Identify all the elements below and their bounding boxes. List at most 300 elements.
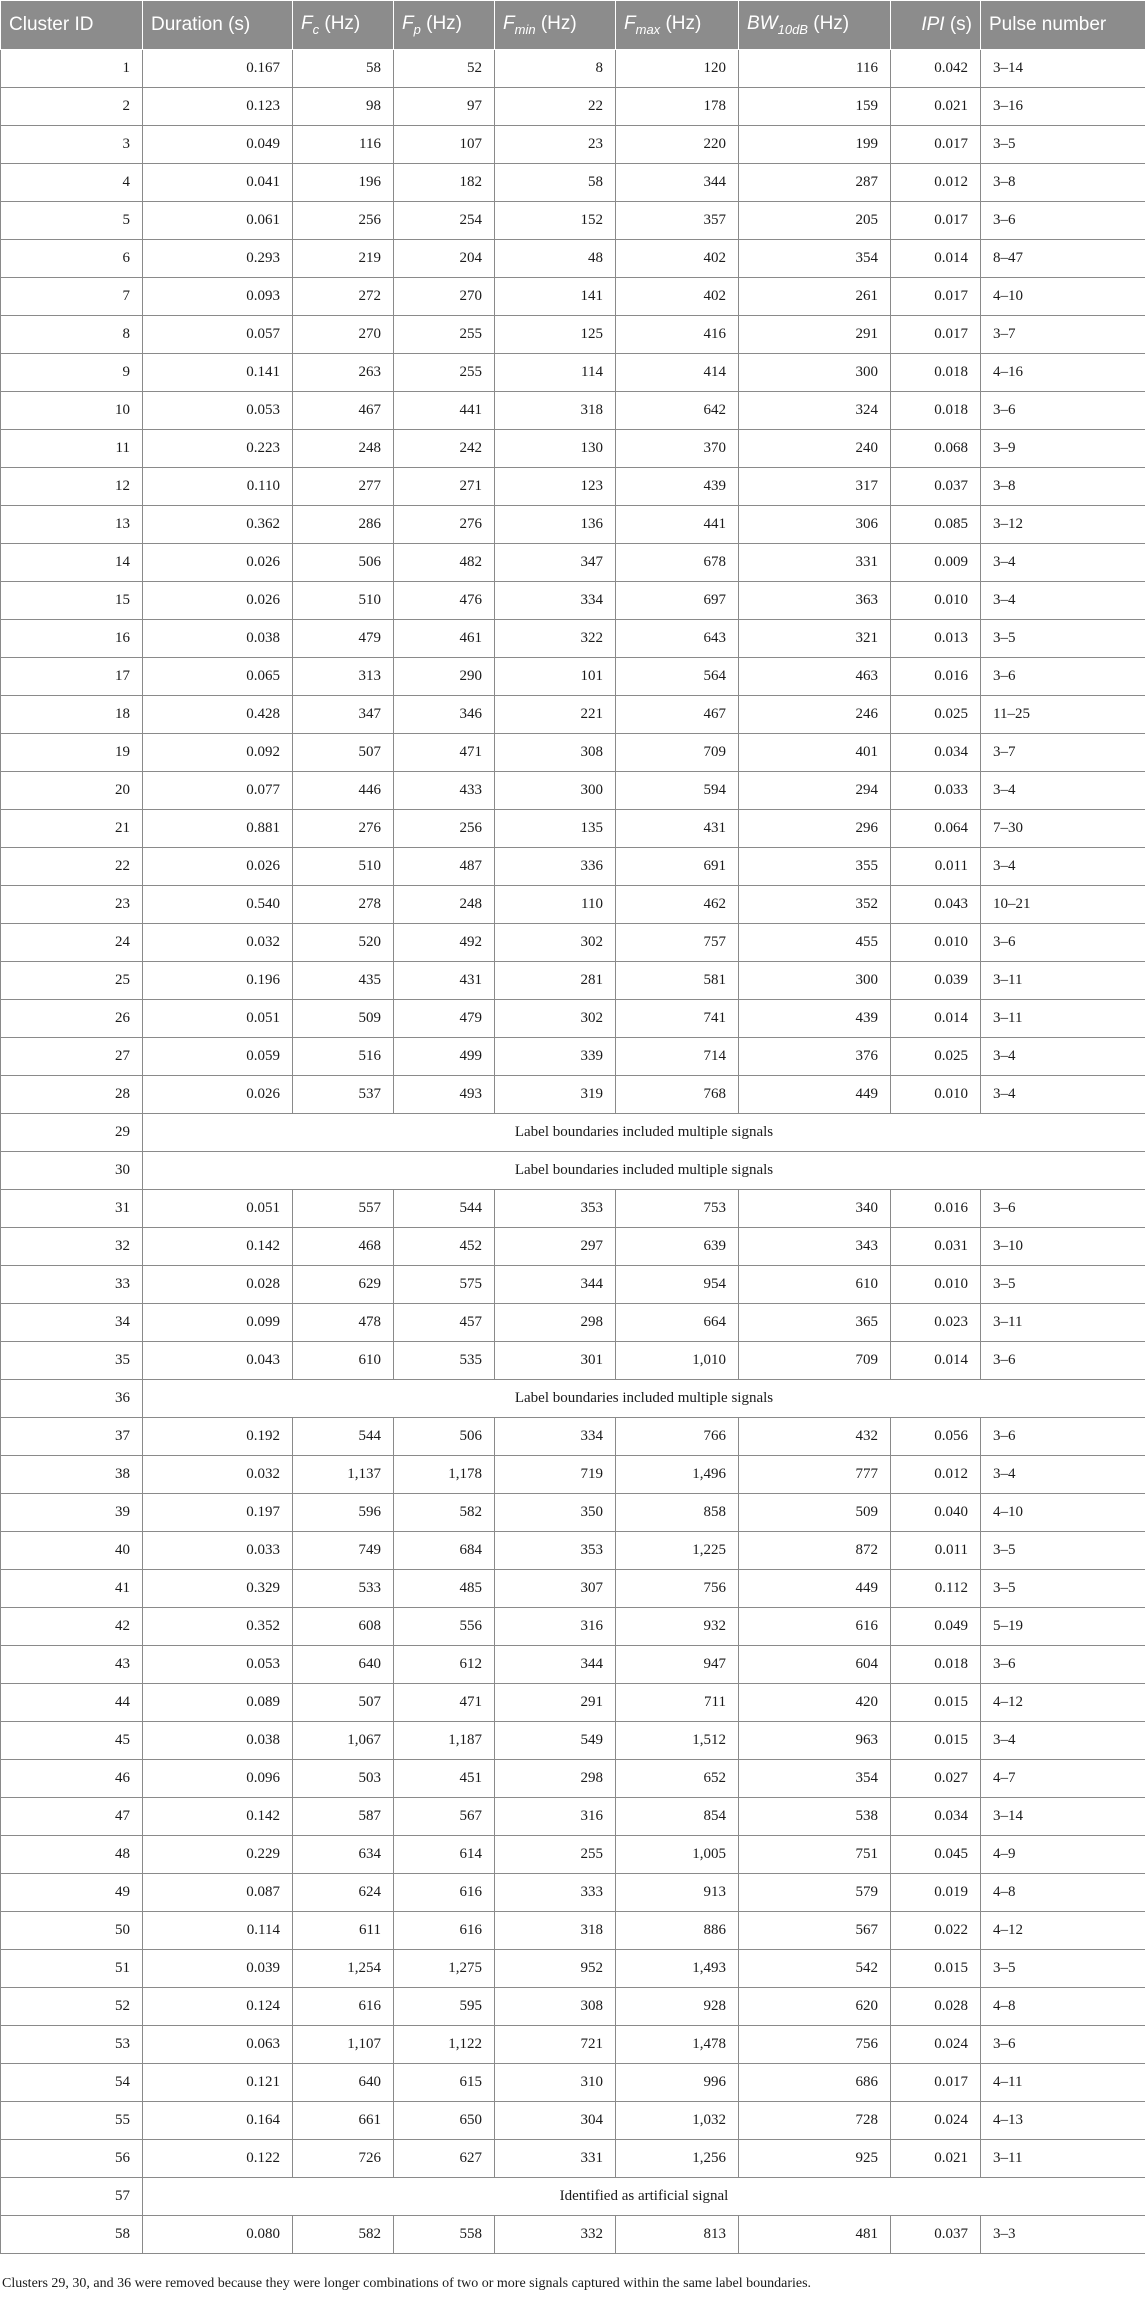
- cell-bw10db: 777: [739, 1456, 891, 1494]
- cell-fmin: 297: [495, 1228, 616, 1266]
- table-row: [1, 1608, 1145, 1646]
- cell-fc: 479: [293, 620, 394, 658]
- cell-duration: 0.065: [143, 658, 293, 696]
- cell-fc: 507: [293, 734, 394, 772]
- cell-pulse-number: 4–16: [981, 354, 1145, 392]
- cell-fmin: 347: [495, 544, 616, 582]
- cell-fmin: 719: [495, 1456, 616, 1494]
- cell-fc: 1,067: [293, 1722, 394, 1760]
- cell-fp: 451: [394, 1760, 495, 1798]
- table-row: [1, 772, 1145, 810]
- cell-fc: 98: [293, 88, 394, 126]
- cell-pulse-number: 3–8: [981, 164, 1145, 202]
- cell-cluster-id: 9: [1, 354, 143, 392]
- header-fmin: [495, 1, 616, 50]
- cell-fmin: 48: [495, 240, 616, 278]
- cell-cluster-id: 38: [1, 1456, 143, 1494]
- cell-cluster-id: 28: [1, 1076, 143, 1114]
- cell-duration: 0.053: [143, 1646, 293, 1684]
- cell-duration: 0.096: [143, 1760, 293, 1798]
- cell-fc: 1,107: [293, 2026, 394, 2064]
- cell-fmin: 307: [495, 1570, 616, 1608]
- cell-fc: 256: [293, 202, 394, 240]
- cell-ipi: 0.021: [891, 88, 981, 126]
- table-row: [1, 354, 1145, 392]
- cell-fmax: 886: [616, 1912, 739, 1950]
- table-row: [1, 1684, 1145, 1722]
- cell-cluster-id: 24: [1, 924, 143, 962]
- cell-fc: 616: [293, 1988, 394, 2026]
- cell-fp: 487: [394, 848, 495, 886]
- cell-bw10db: 324: [739, 392, 891, 430]
- cell-fmax: 643: [616, 620, 739, 658]
- cell-bw10db: 751: [739, 1836, 891, 1874]
- cell-fc: 608: [293, 1608, 394, 1646]
- cell-bw10db: 306: [739, 506, 891, 544]
- cell-duration: 0.114: [143, 1912, 293, 1950]
- cell-ipi: 0.014: [891, 1342, 981, 1380]
- cell-fmin: 334: [495, 1418, 616, 1456]
- cell-fp: 431: [394, 962, 495, 1000]
- cell-cluster-id: 40: [1, 1532, 143, 1570]
- cell-fmin: 298: [495, 1304, 616, 1342]
- cell-cluster-id: 14: [1, 544, 143, 582]
- cell-cluster-id: 2: [1, 88, 143, 126]
- cell-duration: 0.051: [143, 1000, 293, 1038]
- cell-ipi: 0.021: [891, 2140, 981, 2178]
- cell-ipi: 0.018: [891, 354, 981, 392]
- cell-ipi: 0.033: [891, 772, 981, 810]
- cell-fp: 556: [394, 1608, 495, 1646]
- table-row: [1, 1912, 1145, 1950]
- cell-bw10db: 604: [739, 1646, 891, 1684]
- table-row: [1, 1570, 1145, 1608]
- cell-fc: 467: [293, 392, 394, 430]
- table-row: [1, 1988, 1145, 2026]
- cell-duration: 0.041: [143, 164, 293, 202]
- cell-pulse-number: 3–14: [981, 50, 1145, 88]
- cell-duration: 0.063: [143, 2026, 293, 2064]
- header-symbol: F: [624, 13, 636, 35]
- cell-fmin: 336: [495, 848, 616, 886]
- header-fc: [293, 1, 394, 50]
- table-row: [1, 2102, 1145, 2140]
- header-duration: Duration (s): [143, 1, 293, 50]
- table-row: [1, 1228, 1145, 1266]
- cell-fc: 248: [293, 430, 394, 468]
- cell-fp: 1,187: [394, 1722, 495, 1760]
- table-row: [1, 202, 1145, 240]
- cell-pulse-number: 4–10: [981, 278, 1145, 316]
- cell-fmax: 357: [616, 202, 739, 240]
- cell-fmax: 1,512: [616, 1722, 739, 1760]
- cell-fc: 116: [293, 126, 394, 164]
- table-row: [1, 468, 1145, 506]
- cell-fp: 492: [394, 924, 495, 962]
- cell-fmax: 1,032: [616, 2102, 739, 2140]
- cell-pulse-number: 3–5: [981, 620, 1145, 658]
- header-unit: (Hz): [420, 13, 462, 35]
- cell-fmin: 333: [495, 1874, 616, 1912]
- cell-fmax: 431: [616, 810, 739, 848]
- cell-fc: 468: [293, 1228, 394, 1266]
- cell-fmax: 913: [616, 1874, 739, 1912]
- table-row: [1, 1494, 1145, 1532]
- cell-cluster-id: 42: [1, 1608, 143, 1646]
- cell-fc: 587: [293, 1798, 394, 1836]
- cell-fmin: 952: [495, 1950, 616, 1988]
- cell-cluster-id: 48: [1, 1836, 143, 1874]
- table-row: [1, 430, 1145, 468]
- cell-fmax: 766: [616, 1418, 739, 1456]
- cell-pulse-number: 3–5: [981, 1532, 1145, 1570]
- cell-fp: 627: [394, 2140, 495, 2178]
- header-unit: (Hz): [319, 13, 361, 35]
- cell-pulse-number: 3–6: [981, 202, 1145, 240]
- header-cluster-id: Cluster ID: [1, 1, 143, 50]
- cell-bw10db: 925: [739, 2140, 891, 2178]
- cell-fmax: 439: [616, 468, 739, 506]
- table-row: [1, 2026, 1145, 2064]
- cell-bw10db: 620: [739, 1988, 891, 2026]
- cell-bw10db: 354: [739, 1760, 891, 1798]
- cell-fc: 726: [293, 2140, 394, 2178]
- cell-duration: 0.092: [143, 734, 293, 772]
- cell-duration: 0.087: [143, 1874, 293, 1912]
- table-row: [1, 1114, 1145, 1152]
- header-unit: (s): [944, 14, 972, 35]
- cell-fmin: 339: [495, 1038, 616, 1076]
- table-row: [1, 1646, 1145, 1684]
- cell-fp: 433: [394, 772, 495, 810]
- cell-pulse-number: 3–6: [981, 2026, 1145, 2064]
- cell-cluster-id: 19: [1, 734, 143, 772]
- cell-fc: 478: [293, 1304, 394, 1342]
- cell-pulse-number: 3–10: [981, 1228, 1145, 1266]
- cell-fp: 457: [394, 1304, 495, 1342]
- cell-ipi: 0.042: [891, 50, 981, 88]
- table-row: [1, 1380, 1145, 1418]
- cell-fc: 286: [293, 506, 394, 544]
- cell-cluster-id: 22: [1, 848, 143, 886]
- cell-pulse-number: 3–3: [981, 2216, 1145, 2254]
- cell-cluster-id: 15: [1, 582, 143, 620]
- cell-fmin: 350: [495, 1494, 616, 1532]
- cell-fc: 629: [293, 1266, 394, 1304]
- cell-ipi: 0.015: [891, 1722, 981, 1760]
- cell-fmin: 316: [495, 1798, 616, 1836]
- cell-cluster-id: 45: [1, 1722, 143, 1760]
- cell-fp: 255: [394, 316, 495, 354]
- cell-duration: 0.352: [143, 1608, 293, 1646]
- cell-duration: 0.089: [143, 1684, 293, 1722]
- cell-pulse-number: 3–4: [981, 772, 1145, 810]
- table-row: [1, 88, 1145, 126]
- cell-cluster-id: 36: [1, 1380, 143, 1418]
- cell-fmin: 353: [495, 1532, 616, 1570]
- cell-duration: 0.053: [143, 392, 293, 430]
- table-row: [1, 544, 1145, 582]
- cell-fmax: 954: [616, 1266, 739, 1304]
- cell-fmin: 310: [495, 2064, 616, 2102]
- cell-fmax: 594: [616, 772, 739, 810]
- cell-fmax: 711: [616, 1684, 739, 1722]
- table-row: [1, 1798, 1145, 1836]
- cell-fmax: 414: [616, 354, 739, 392]
- cell-fc: 624: [293, 1874, 394, 1912]
- cell-cluster-id: 25: [1, 962, 143, 1000]
- cell-duration: 0.122: [143, 2140, 293, 2178]
- cell-duration: 0.039: [143, 1950, 293, 1988]
- cell-fp: 182: [394, 164, 495, 202]
- cell-cluster-id: 11: [1, 430, 143, 468]
- table-row: [1, 2216, 1145, 2254]
- cell-ipi: 0.013: [891, 620, 981, 658]
- cell-fmin: 8: [495, 50, 616, 88]
- cell-bw10db: 321: [739, 620, 891, 658]
- cell-fp: 1,275: [394, 1950, 495, 1988]
- header-unit: (Hz): [807, 13, 850, 35]
- cell-fc: 219: [293, 240, 394, 278]
- cell-bw10db: 296: [739, 810, 891, 848]
- cell-ipi: 0.011: [891, 1532, 981, 1570]
- cell-fc: 582: [293, 2216, 394, 2254]
- table-row: [1, 1456, 1145, 1494]
- cell-fmax: 691: [616, 848, 739, 886]
- cell-fc: 610: [293, 1342, 394, 1380]
- cell-ipi: 0.014: [891, 240, 981, 278]
- header-fmax: [616, 1, 739, 50]
- cell-ipi: 0.024: [891, 2102, 981, 2140]
- cell-fmax: 664: [616, 1304, 739, 1342]
- cell-ipi: 0.010: [891, 1076, 981, 1114]
- cell-fmin: 318: [495, 392, 616, 430]
- cell-pulse-number: 3–4: [981, 582, 1145, 620]
- table-row: [1, 734, 1145, 772]
- cell-ipi: 0.012: [891, 164, 981, 202]
- cell-bw10db: 300: [739, 354, 891, 392]
- cell-fp: 558: [394, 2216, 495, 2254]
- cell-duration: 0.123: [143, 88, 293, 126]
- cell-duration: 0.077: [143, 772, 293, 810]
- cell-cluster-id: 13: [1, 506, 143, 544]
- cell-bw10db: 728: [739, 2102, 891, 2140]
- table-row: [1, 164, 1145, 202]
- cell-fmin: 136: [495, 506, 616, 544]
- cell-pulse-number: 4–12: [981, 1684, 1145, 1722]
- cell-ipi: 0.015: [891, 1684, 981, 1722]
- cell-fc: 1,254: [293, 1950, 394, 1988]
- cell-pulse-number: 3–8: [981, 468, 1145, 506]
- cell-fmax: 220: [616, 126, 739, 164]
- cell-duration: 0.032: [143, 1456, 293, 1494]
- cell-fp: 615: [394, 2064, 495, 2102]
- header-ipi: [891, 1, 981, 50]
- cell-duration: 0.142: [143, 1798, 293, 1836]
- cell-fp: 612: [394, 1646, 495, 1684]
- cell-pulse-number: 3–7: [981, 316, 1145, 354]
- cell-cluster-id: 35: [1, 1342, 143, 1380]
- cell-ipi: 0.040: [891, 1494, 981, 1532]
- header-pulse-number: Pulse number: [981, 1, 1145, 50]
- cell-cluster-id: 51: [1, 1950, 143, 1988]
- cell-pulse-number: 3–4: [981, 1076, 1145, 1114]
- table-row: [1, 1836, 1145, 1874]
- cell-pulse-number: 5–19: [981, 1608, 1145, 1646]
- cell-duration: 0.167: [143, 50, 293, 88]
- cell-cluster-id: 20: [1, 772, 143, 810]
- cell-fp: 567: [394, 1798, 495, 1836]
- cell-cluster-id: 53: [1, 2026, 143, 2064]
- header-subscript: c: [312, 21, 320, 37]
- table-row: [1, 658, 1145, 696]
- cell-cluster-id: 39: [1, 1494, 143, 1532]
- cell-fp: 471: [394, 1684, 495, 1722]
- cell-pulse-number: 3–4: [981, 544, 1145, 582]
- table-row: [1, 126, 1145, 164]
- cell-cluster-id: 17: [1, 658, 143, 696]
- cell-fp: 461: [394, 620, 495, 658]
- cell-fp: 616: [394, 1912, 495, 1950]
- cell-fmin: 334: [495, 582, 616, 620]
- header-subscript: max: [635, 21, 661, 37]
- cell-cluster-id: 52: [1, 1988, 143, 2026]
- cell-ipi: 0.010: [891, 924, 981, 962]
- table-row: [1, 1874, 1145, 1912]
- cell-fmin: 130: [495, 430, 616, 468]
- cell-fp: 290: [394, 658, 495, 696]
- table-row: [1, 1190, 1145, 1228]
- table-row: [1, 2140, 1145, 2178]
- cell-fmax: 1,225: [616, 1532, 739, 1570]
- cell-pulse-number: 3–16: [981, 88, 1145, 126]
- table-body: [1, 50, 1145, 2254]
- cell-fmin: 353: [495, 1190, 616, 1228]
- cell-duration: 0.099: [143, 1304, 293, 1342]
- cell-fp: 493: [394, 1076, 495, 1114]
- cell-fmin: 344: [495, 1646, 616, 1684]
- cell-bw10db: 463: [739, 658, 891, 696]
- header-symbol: BW: [747, 13, 778, 35]
- cell-pulse-number: 3–5: [981, 1570, 1145, 1608]
- cell-fmin: 123: [495, 468, 616, 506]
- cell-pulse-number: 3–6: [981, 1342, 1145, 1380]
- header-symbol: IPI: [921, 14, 945, 35]
- cell-fmin: 316: [495, 1608, 616, 1646]
- table-row: [1, 962, 1145, 1000]
- table-row: [1, 506, 1145, 544]
- cell-pulse-number: 3–6: [981, 392, 1145, 430]
- cell-fc: 58: [293, 50, 394, 88]
- cell-fmin: 101: [495, 658, 616, 696]
- cell-duration: 0.059: [143, 1038, 293, 1076]
- cell-ipi: 0.022: [891, 1912, 981, 1950]
- cell-fp: 1,122: [394, 2026, 495, 2064]
- cell-fmin: 141: [495, 278, 616, 316]
- cell-fp: 254: [394, 202, 495, 240]
- cell-ipi: 0.012: [891, 1456, 981, 1494]
- cell-bw10db: 363: [739, 582, 891, 620]
- cell-fmax: 756: [616, 1570, 739, 1608]
- cell-cluster-id: 12: [1, 468, 143, 506]
- cell-fc: 507: [293, 1684, 394, 1722]
- cell-fc: 640: [293, 1646, 394, 1684]
- table-header-row: [1, 1, 1145, 50]
- cell-fc: 503: [293, 1760, 394, 1798]
- cell-cluster-id: 5: [1, 202, 143, 240]
- cell-bw10db: 240: [739, 430, 891, 468]
- cell-bw10db: 365: [739, 1304, 891, 1342]
- cell-fmin: 22: [495, 88, 616, 126]
- cell-bw10db: 294: [739, 772, 891, 810]
- cell-bw10db: 756: [739, 2026, 891, 2064]
- cell-fp: 499: [394, 1038, 495, 1076]
- cell-fmax: 467: [616, 696, 739, 734]
- cell-cluster-id: 6: [1, 240, 143, 278]
- cell-pulse-number: 11–25: [981, 696, 1145, 734]
- cell-fc: 277: [293, 468, 394, 506]
- table-row: [1, 1342, 1145, 1380]
- cell-fp: 616: [394, 1874, 495, 1912]
- cell-ipi: 0.017: [891, 202, 981, 240]
- cell-fc: 270: [293, 316, 394, 354]
- cell-ipi: 0.056: [891, 1418, 981, 1456]
- cell-duration: 0.881: [143, 810, 293, 848]
- cell-duration: 0.192: [143, 1418, 293, 1456]
- cell-fmin: 298: [495, 1760, 616, 1798]
- cell-fmax: 1,478: [616, 2026, 739, 2064]
- cell-fmin: 152: [495, 202, 616, 240]
- cell-bw10db: 317: [739, 468, 891, 506]
- table-row: [1, 50, 1145, 88]
- cell-fmax: 1,010: [616, 1342, 739, 1380]
- cell-cluster-id: 32: [1, 1228, 143, 1266]
- cell-pulse-number: 3–7: [981, 734, 1145, 772]
- cell-fc: 1,137: [293, 1456, 394, 1494]
- cell-fmax: 416: [616, 316, 739, 354]
- cell-duration: 0.293: [143, 240, 293, 278]
- cell-pulse-number: 3–11: [981, 1304, 1145, 1342]
- cell-fc: 596: [293, 1494, 394, 1532]
- cell-pulse-number: 3–12: [981, 506, 1145, 544]
- table-row: [1, 1266, 1145, 1304]
- cell-fmax: 642: [616, 392, 739, 430]
- cell-fc: 347: [293, 696, 394, 734]
- cell-fc: 510: [293, 848, 394, 886]
- cell-fc: 509: [293, 1000, 394, 1038]
- table-row: [1, 1722, 1145, 1760]
- cell-ipi: 0.023: [891, 1304, 981, 1342]
- header-fp: [394, 1, 495, 50]
- cell-fp: 248: [394, 886, 495, 924]
- cell-fp: 256: [394, 810, 495, 848]
- cell-bw10db: 354: [739, 240, 891, 278]
- cell-fmax: 462: [616, 886, 739, 924]
- cell-duration: 0.196: [143, 962, 293, 1000]
- cell-ipi: 0.034: [891, 1798, 981, 1836]
- header-unit: (Hz): [535, 13, 577, 35]
- cell-bw10db: 205: [739, 202, 891, 240]
- cell-fmax: 928: [616, 1988, 739, 2026]
- table-row: [1, 2178, 1145, 2216]
- cell-fmax: 581: [616, 962, 739, 1000]
- cell-bw10db: 872: [739, 1532, 891, 1570]
- cell-ipi: 0.031: [891, 1228, 981, 1266]
- cell-pulse-number: 4–13: [981, 2102, 1145, 2140]
- cell-cluster-id: 43: [1, 1646, 143, 1684]
- table-row: [1, 392, 1145, 430]
- cell-fmin: 319: [495, 1076, 616, 1114]
